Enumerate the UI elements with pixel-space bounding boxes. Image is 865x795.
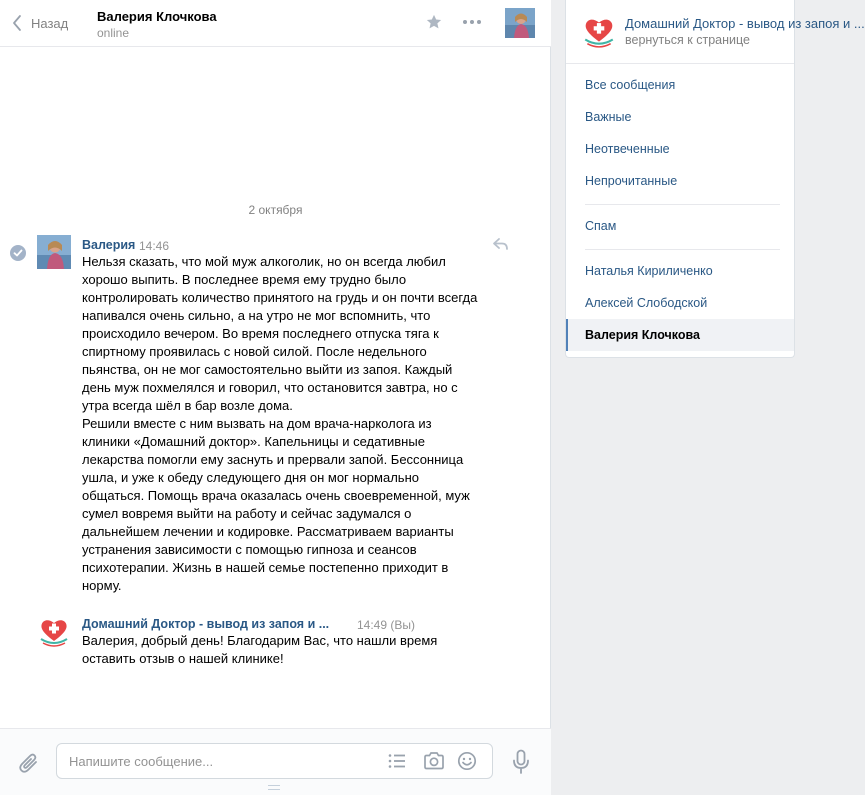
author-avatar[interactable] [37, 235, 71, 269]
message-time[interactable]: 14:49 (Вы) [357, 618, 415, 632]
star-icon[interactable] [425, 13, 443, 31]
peer-status: online [97, 26, 130, 40]
peer-name[interactable]: Валерия Клочкова [97, 9, 217, 24]
dialog-item[interactable]: Наталья Кириличенко [585, 264, 713, 278]
chevron-left-icon [12, 15, 22, 31]
filter-important[interactable]: Важные [585, 110, 632, 124]
camera-icon[interactable] [423, 751, 445, 771]
message-input-box[interactable] [56, 743, 493, 779]
back-label: Назад [31, 15, 69, 31]
dialog-item-active[interactable]: Валерия Клочкова [566, 319, 794, 351]
chat-header [0, 0, 551, 47]
microphone-icon[interactable] [511, 749, 531, 775]
clinic-logo-icon [581, 13, 617, 49]
divider [585, 204, 780, 205]
filter-list [566, 69, 794, 197]
resize-handle[interactable] [268, 785, 280, 790]
group-link[interactable] [566, 0, 865, 64]
group-name[interactable]: Домашний Доктор - вывод из запоя и ... [625, 16, 865, 31]
message-text: Нельзя сказать, что мой муж алкоголик, но он всегда любил хорошо выпить. В последнее время ему трудно было контролировать количество принятого на грудь и он почти всегда напивался очень сильно, а на утро не мог вспомнить, что происходило вечером. Во время последнего отпуска тяга к спиртному проявилась с новой силой. После недельного пьянства, он не мог самостоятельно выйти из запоя. Каждый день муж похмелялся и говорил, что остановится завтра, но с утра всегда шёл в бар возле дома. Решили вместе с ним вызвать на дом врача-нарколога из клиники «Домашний доктор». Капельницы и седативные лекарства помогли ему заснуть и прервали запой. Бессонница ушла, и уже к обеду следующего дня он мог нормально общаться. Помощь врача оказалась очень своевременной, муж сумел вовремя выйти на работу и сейчас задумался о дальнейшем лечении и кодировке. Рассматриваем варианты устранения зависимости с помощью гипноза и сеансов психотерапии. Жизнь в нашей семье постепенно приходит в норму. [82, 254, 478, 593]
message-time[interactable]: 14:46 [139, 239, 170, 253]
sidebar [565, 0, 865, 358]
filter-unread[interactable]: Непрочитанные [585, 174, 678, 188]
back-button[interactable] [12, 12, 68, 34]
message-author[interactable]: Валерия [82, 238, 136, 252]
clinic-logo-icon [37, 614, 71, 648]
reply-icon[interactable] [493, 237, 509, 251]
smile-icon[interactable] [457, 751, 477, 771]
message-author[interactable]: Домашний Доктор - вывод из запоя и ... [82, 617, 330, 631]
filter-unanswered[interactable]: Неотвеченные [585, 142, 670, 156]
dialog-item[interactable]: Алексей Слободской [585, 296, 708, 310]
divider [585, 249, 780, 250]
message-input[interactable] [69, 744, 369, 778]
peer-avatar[interactable] [505, 8, 535, 38]
avatar-photo-icon [37, 235, 71, 269]
read-check-icon[interactable] [10, 245, 26, 261]
group-back-link[interactable]: вернуться к странице [625, 33, 750, 47]
dialog-list [566, 255, 794, 351]
list-icon[interactable] [388, 753, 406, 769]
author-avatar[interactable] [37, 614, 71, 648]
spam-list [566, 210, 794, 242]
filter-spam[interactable]: Спам [585, 219, 617, 233]
paperclip-icon[interactable] [18, 751, 40, 775]
more-icon[interactable] [462, 13, 482, 31]
date-separator: 2 октября [248, 203, 303, 217]
message-text: Валерия, добрый день! Благодарим Вас, что нашли время оставить отзыв о нашей клинике! [82, 633, 438, 666]
filter-all[interactable]: Все сообщения [585, 78, 676, 92]
avatar-photo-icon [505, 8, 535, 38]
